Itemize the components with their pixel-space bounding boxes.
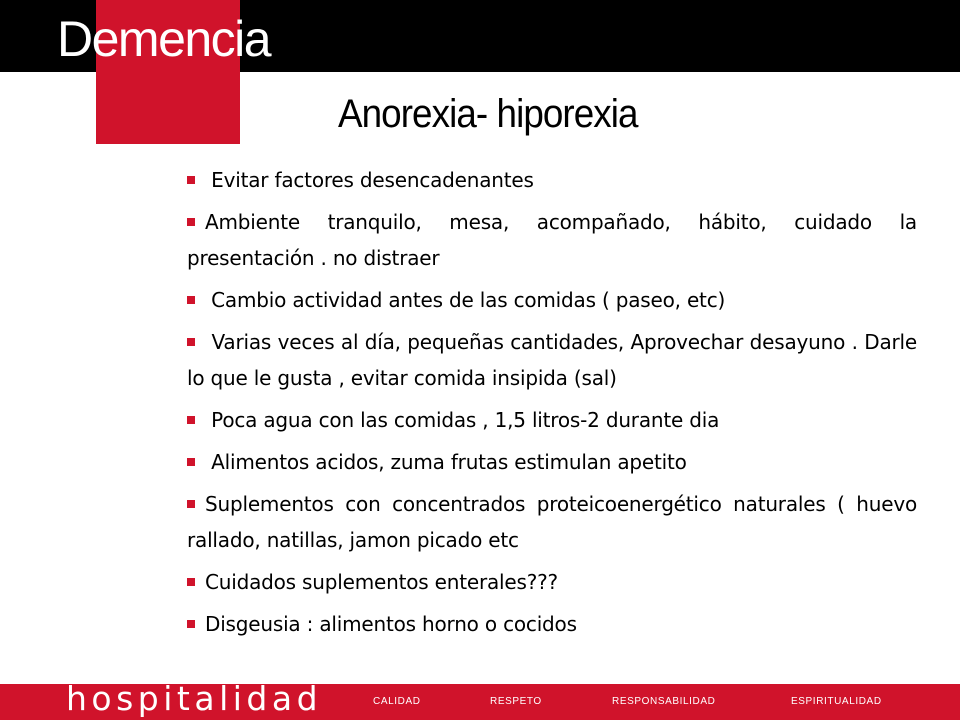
bullet-text: Ambiente tranquilo, mesa, acompañado, hábito, cuidado la presentación . no distraer [187,210,917,270]
value-espiritualidad: ESPIRITUALIDAD [791,696,882,707]
footer-bar [0,679,960,720]
bullet-text: Evitar factores desencadenantes [211,168,534,192]
square-bullet-icon [187,176,195,184]
bullet-item [187,324,917,396]
slide-title: Demencia [57,11,271,67]
square-bullet-icon [187,296,195,304]
bullet-item [187,606,917,642]
bullet-item [187,204,917,276]
bullet-item [187,162,917,198]
bullet-text: Cuidados suplementos enterales??? [205,570,558,594]
value-respeto: RESPETO [490,696,542,707]
value-responsabilidad: RESPONSABILIDAD [612,696,716,707]
bullet-list [187,162,917,648]
value-calidad: CALIDAD [373,696,421,707]
bullet-text: Varias veces al día, pequeñas cantidades, Aprovechar desayuno . Darle lo que le gusta , evitar comida insipida (sal) [187,330,917,390]
bullet-item [187,402,917,438]
bullet-text: Suplementos con concentrados proteicoenergético naturales ( huevo rallado, natillas, jamon picado etc [187,492,917,552]
square-bullet-icon [187,416,195,424]
bullet-item [187,444,917,480]
slide-subtitle: Anorexia- hiporexia [338,92,638,136]
bullet-text: Poca agua con las comidas , 1,5 litros-2 durante dia [211,408,720,432]
bullet-text: Alimentos acidos, zuma frutas estimulan apetito [211,450,687,474]
square-bullet-icon [187,338,195,346]
brand-wordmark: hospitalidad [66,679,323,718]
bullet-item [187,282,917,318]
bullet-text: Cambio actividad antes de las comidas ( paseo, etc) [211,288,726,312]
square-bullet-icon [187,620,195,628]
bullet-item [187,486,917,558]
square-bullet-icon [187,458,195,466]
square-bullet-icon [187,500,195,508]
square-bullet-icon [187,218,195,226]
bullet-text: Disgeusia : alimentos horno o cocidos [205,612,577,636]
square-bullet-icon [187,578,195,586]
bullet-item [187,564,917,600]
